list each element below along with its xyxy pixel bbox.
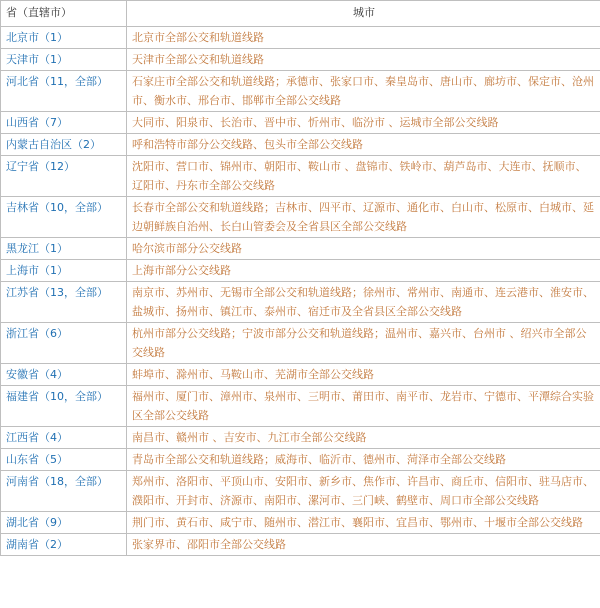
cities-cell: 呼和浩特市部分公交线路、包头市全部公交线路 <box>127 134 600 156</box>
province-cell: 浙江省（6） <box>1 323 127 364</box>
table-row <box>1 449 600 471</box>
province-cell: 湖南省（2） <box>1 534 127 556</box>
table-row <box>1 71 600 112</box>
cities-cell: 南昌市、赣州市 、吉安市、九江市全部公交线路 <box>127 427 600 449</box>
province-cell: 河南省（18，全部） <box>1 471 127 512</box>
table-row <box>1 260 600 282</box>
cities-cell: 张家界市、邵阳市全部公交线路 <box>127 534 600 556</box>
province-cell: 天津市（1） <box>1 49 127 71</box>
cities-cell: 北京市全部公交和轨道线路 <box>127 27 600 49</box>
cities-cell: 南京市、苏州市、无锡市全部公交和轨道线路；徐州市、常州市、南通市、连云港市、淮安市、盐城市、扬州市、镇江市、泰州市、宿迁市及全省县区全部公交线路 <box>127 282 600 323</box>
cities-cell: 荆门市、黄石市、咸宁市、随州市、潜江市、襄阳市、宜昌市、鄂州市、十堰市全部公交线路 <box>127 512 600 534</box>
cities-cell: 大同市、阳泉市、长治市、晋中市、忻州市、临汾市 、运城市全部公交线路 <box>127 112 600 134</box>
table-row <box>1 512 600 534</box>
cities-cell: 沈阳市、营口市、锦州市、朝阳市、鞍山市 、盘锦市、铁岭市、葫芦岛市、大连市、抚顺市、辽阳市、丹东市全部公交线路 <box>127 156 600 197</box>
header-row <box>1 1 600 27</box>
table-row <box>1 238 600 260</box>
province-cell: 吉林省（10，全部） <box>1 197 127 238</box>
table-row <box>1 282 600 323</box>
province-cell: 福建省（10，全部） <box>1 386 127 427</box>
table-row <box>1 471 600 512</box>
table-row <box>1 197 600 238</box>
province-cell: 江西省（4） <box>1 427 127 449</box>
table-row <box>1 112 600 134</box>
cities-cell: 杭州市部分公交线路；宁波市部分公交和轨道线路；温州市、嘉兴市、台州市 、绍兴市全部公交线路 <box>127 323 600 364</box>
cities-cell: 石家庄市全部公交和轨道线路；承德市、张家口市、秦皇岛市、唐山市、廊坊市、保定市、沧州市、衡水市、邢台市、邯郸市全部公交线路 <box>127 71 600 112</box>
cities-cell: 青岛市全部公交和轨道线路；威海市、临沂市、德州市、菏泽市全部公交线路 <box>127 449 600 471</box>
province-cell: 黑龙江（1） <box>1 238 127 260</box>
cities-cell: 郑州市、洛阳市、平顶山市、安阳市、新乡市、焦作市、许昌市、商丘市、信阳市、驻马店市、濮阳市、开封市、济源市、南阳市、漯河市、三门峡、鹤壁市、周口市全部公交线路 <box>127 471 600 512</box>
cities-cell: 天津市全部公交和轨道线路 <box>127 49 600 71</box>
table-row <box>1 534 600 556</box>
province-cell: 山西省（7） <box>1 112 127 134</box>
province-cell: 江苏省（13，全部） <box>1 282 127 323</box>
cities-cell: 上海市部分公交线路 <box>127 260 600 282</box>
table-row <box>1 364 600 386</box>
province-cell: 安徽省（4） <box>1 364 127 386</box>
province-cell: 山东省（5） <box>1 449 127 471</box>
province-cell: 北京市（1） <box>1 27 127 49</box>
province-cell: 湖北省（9） <box>1 512 127 534</box>
table-row <box>1 134 600 156</box>
table-row <box>1 49 600 71</box>
cities-cell: 长春市全部公交和轨道线路；吉林市、四平市、辽源市、通化市、白山市、松原市、白城市、延边朝鲜族自治州、长白山管委会及全省县区全部公交线路 <box>127 197 600 238</box>
province-cell: 上海市（1） <box>1 260 127 282</box>
province-cell: 河北省（11，全部） <box>1 71 127 112</box>
province-cell: 辽宁省（12） <box>1 156 127 197</box>
table-row <box>1 386 600 427</box>
table-row <box>1 427 600 449</box>
cities-cell: 哈尔滨市部分公交线路 <box>127 238 600 260</box>
cities-cell: 蚌埠市、滁州市、马鞍山市、芜湖市全部公交线路 <box>127 364 600 386</box>
table-row <box>1 156 600 197</box>
province-cell: 内蒙古自治区（2） <box>1 134 127 156</box>
header-city: 城市 <box>127 1 600 27</box>
cities-cell: 福州市、厦门市、漳州市、泉州市、三明市、莆田市、南平市、龙岩市、宁德市、平潭综合实验区全部公交线路 <box>127 386 600 427</box>
table-row <box>1 323 600 364</box>
header-province: 省（直辖市） <box>1 1 127 27</box>
table-row <box>1 27 600 49</box>
